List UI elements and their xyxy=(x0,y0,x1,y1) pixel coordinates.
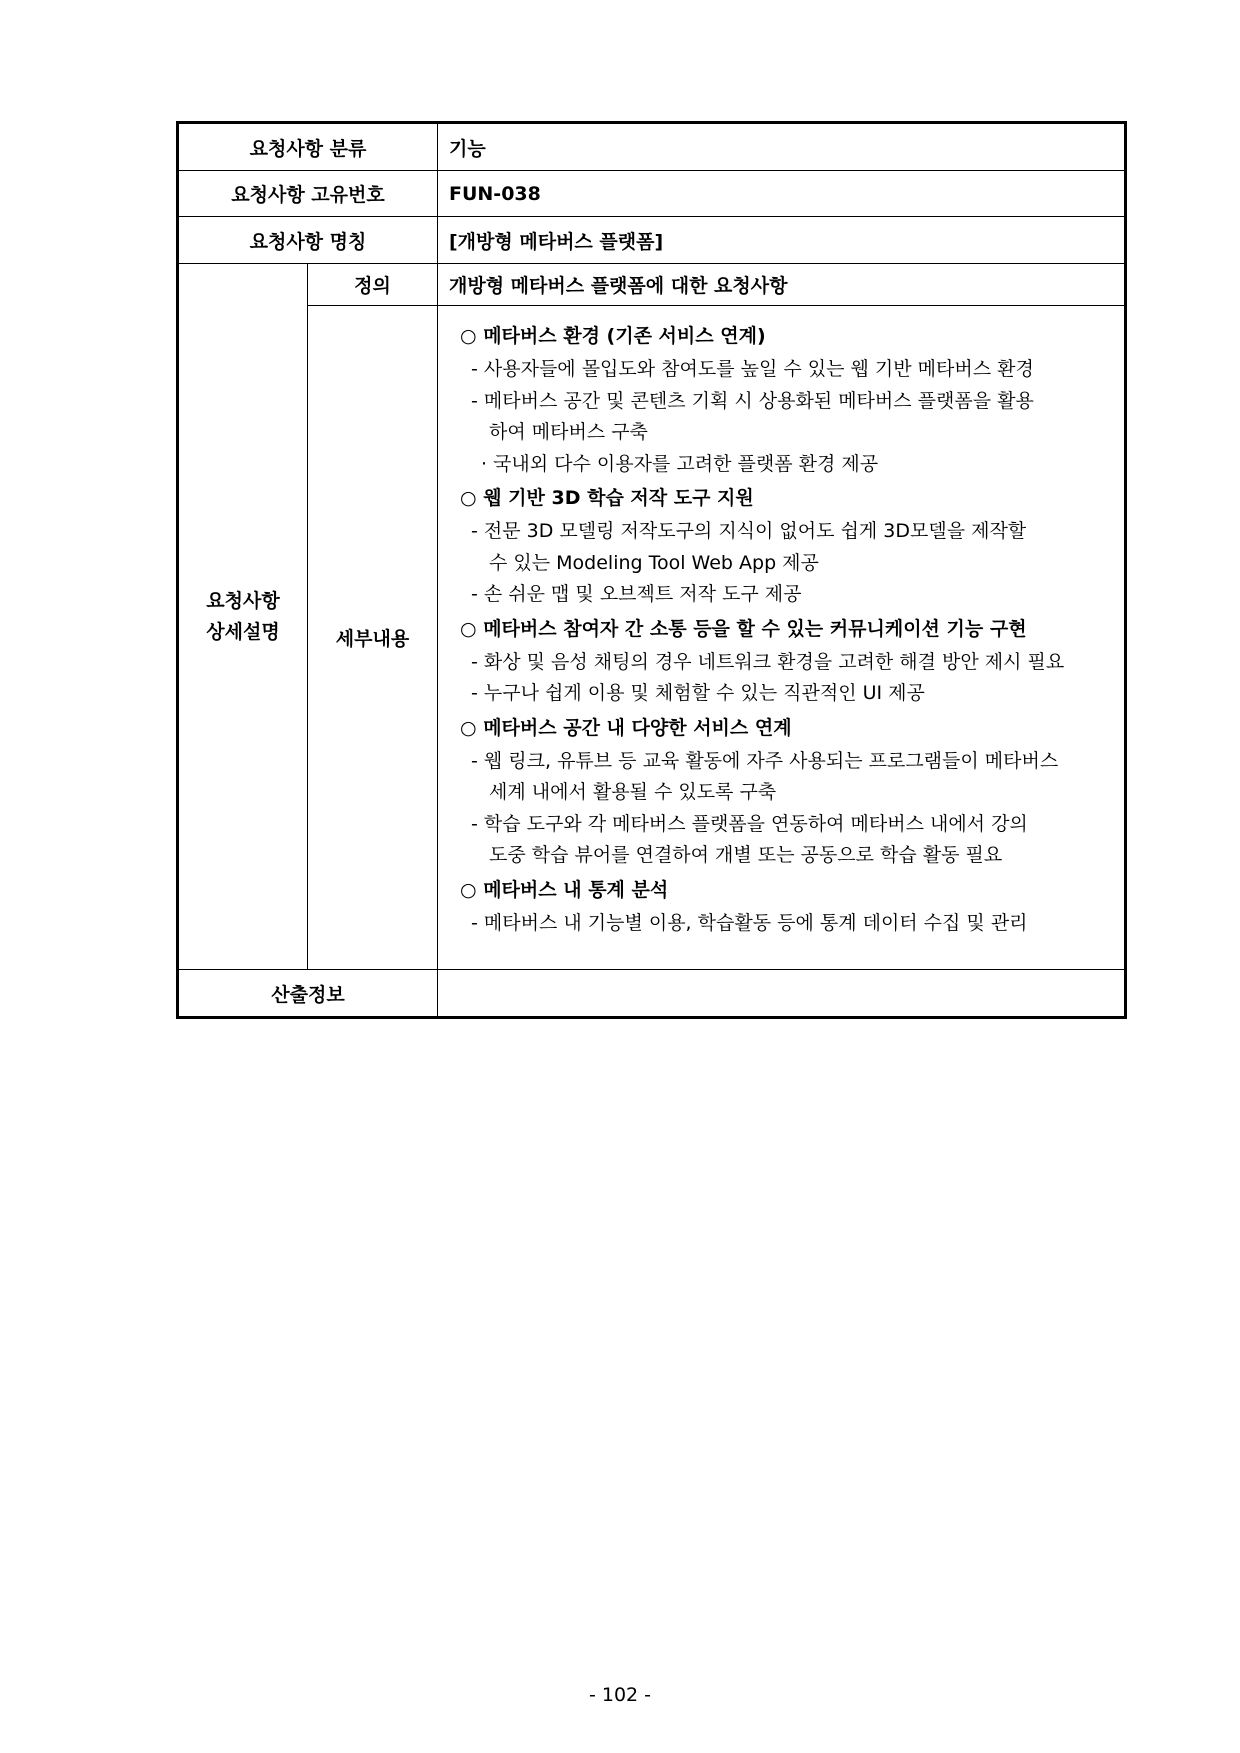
detail-line: · 국내외 다수 이용자를 고려한 플랫폼 환경 제공 xyxy=(481,452,879,475)
page-number: - 102 - xyxy=(588,1684,652,1706)
details-content xyxy=(460,318,1120,939)
detail-line: - 메타버스 공간 및 콘텐츠 기획 시 상용화된 메타버스 플랫폼을 활용 xyxy=(471,389,1034,412)
detail-group-label xyxy=(179,264,307,969)
detail-line: - 손 쉬운 맵 및 오브젝트 저작 도구 제공 xyxy=(471,583,802,605)
detail-line: - 사용자들에 몰입도와 참여도를 높일 수 있는 웹 기반 메타버스 환경 xyxy=(471,358,1034,380)
section-heading: ○ 메타버스 참여자 간 소통 등을 할 수 있는 커뮤니케이션 기능 구현 xyxy=(460,617,1027,640)
detail-line: - 웹 링크, 유튜브 등 교육 활동에 자주 사용되는 프로그램들이 메타버스 xyxy=(471,749,1059,772)
detail-group-label-line1: 요청사항 xyxy=(206,589,280,612)
detail-line: 도중 학습 뷰어를 연결하여 개별 또는 공동으로 학습 활동 필요 xyxy=(489,844,1003,866)
section-heading: ○ 메타버스 내 통계 분석 xyxy=(460,878,669,901)
category-value: 기능 xyxy=(449,137,486,160)
detail-line: 수 있는 Modeling Tool Web App 제공 xyxy=(489,551,819,574)
detail-line: - 학습 도구와 각 메타버스 플랫폼을 연동하여 메타버스 내에서 강의 xyxy=(471,812,1028,835)
section-heading: ○ 웹 기반 3D 학습 저작 도구 지원 xyxy=(460,487,754,509)
name-value: [개방형 메타버스 플랫폼] xyxy=(449,230,664,253)
details-label: 세부내용 xyxy=(335,628,410,650)
name-label: 요청사항 명칭 xyxy=(249,230,367,253)
detail-line: - 전문 3D 모델링 저작도구의 지식이 없어도 쉽게 3D모델을 제작할 xyxy=(471,520,1027,542)
detail-line: - 메타버스 내 기능별 이용, 학습활동 등에 통계 데이터 수집 및 관리 xyxy=(471,911,1028,934)
id-label: 요청사항 고유번호 xyxy=(231,184,385,206)
detail-line: 하여 메타버스 구축 xyxy=(489,421,648,443)
definition-label: 정의 xyxy=(354,275,391,297)
detail-line: - 화상 및 음성 채팅의 경우 네트워크 환경을 고려한 해결 방안 제시 필요 xyxy=(471,650,1065,673)
detail-line: 세계 내에서 활용될 수 있도록 구축 xyxy=(489,781,777,803)
output-label: 산출정보 xyxy=(271,983,345,1006)
definition-value: 개방형 메타버스 플랫폼에 대한 요청사항 xyxy=(449,275,788,297)
id-value: FUN-038 xyxy=(449,182,541,205)
section-heading: ○ 메타버스 환경 (기존 서비스 연계) xyxy=(460,325,766,347)
detail-line: - 누구나 쉽게 이용 및 체험할 수 있는 직관적인 UI 제공 xyxy=(471,682,925,704)
output-value xyxy=(438,970,449,1016)
section-heading: ○ 메타버스 공간 내 다양한 서비스 연계 xyxy=(460,716,792,739)
detail-group-label-line2: 상세설명 xyxy=(206,620,280,643)
category-label: 요청사항 분류 xyxy=(249,137,367,160)
requirement-table xyxy=(176,121,1127,1019)
